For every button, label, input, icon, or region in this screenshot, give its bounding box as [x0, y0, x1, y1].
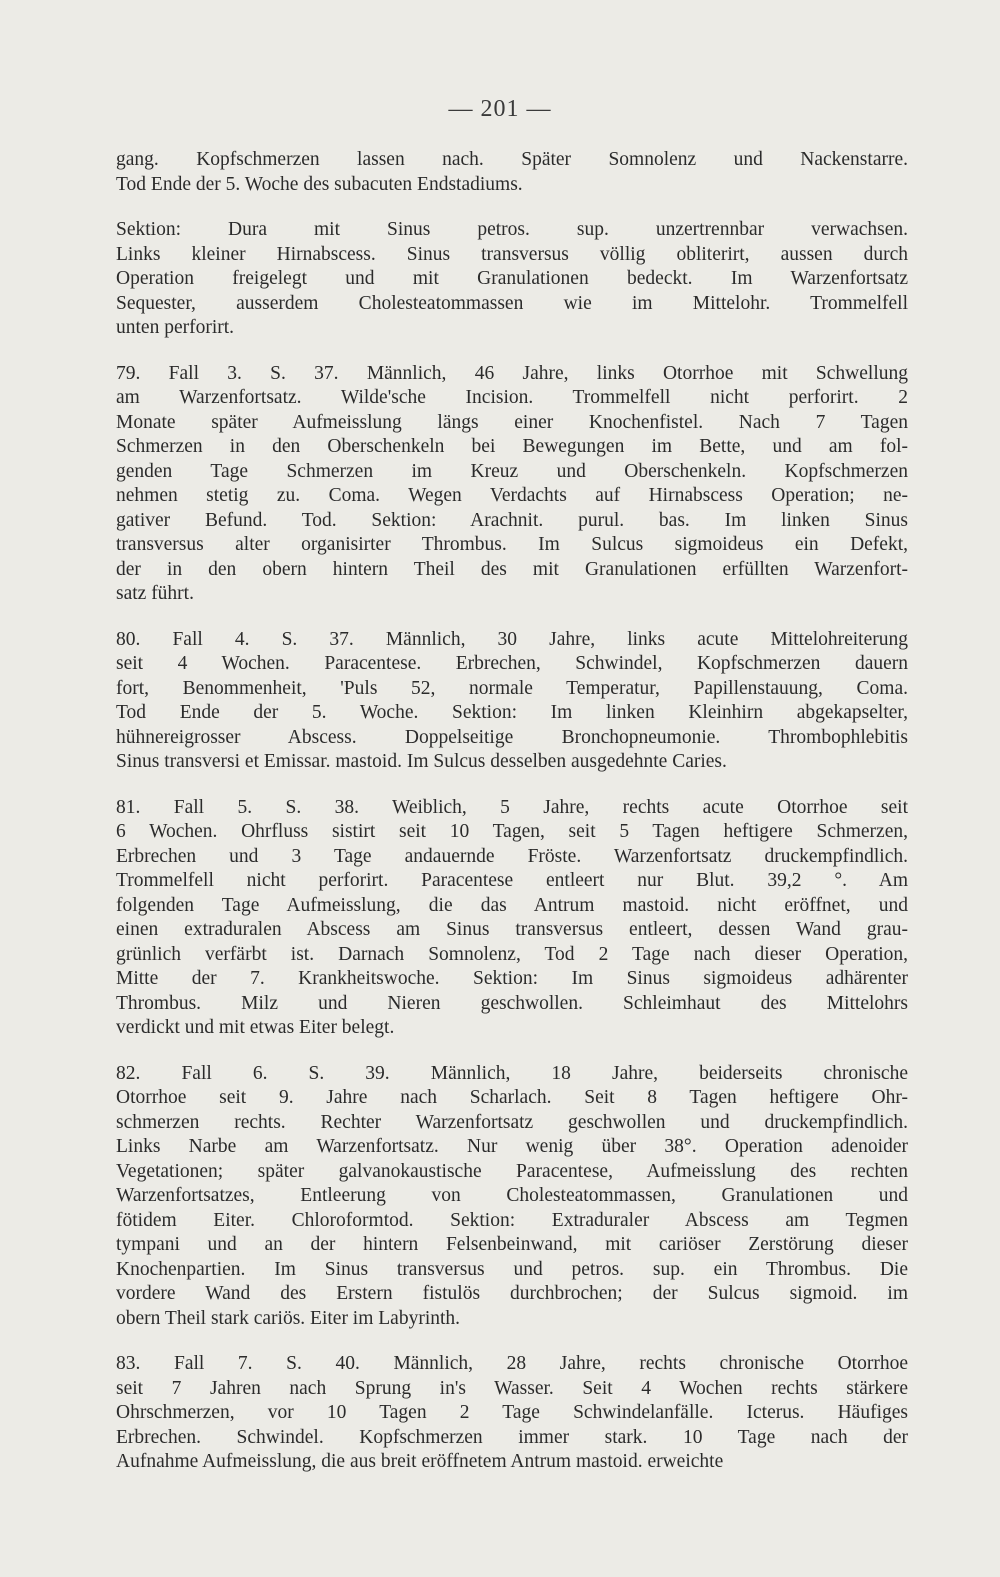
text-line: gativer Befund. Tod. Sektion: Arachnit. purul. bas. Im linken Sinus	[116, 509, 908, 531]
paragraph-gap	[116, 197, 908, 218]
text-line: Operation freigelegt und mit Granulationen bedeckt. Im Warzenfortsatz	[116, 268, 908, 289]
text-line: Sinus transversi et Emissar. mastoid. Im Sulcus desselben ausgedehnte Caries.	[116, 751, 727, 772]
paragraph	[116, 148, 908, 197]
text-line: folgenden Tage Aufmeisslung, die das Antrum mastoid. nicht eröffnet, und	[116, 894, 908, 916]
text-line: transversus alter organisirter Thrombus. Im Sulcus sigmoideus ein Defekt,	[116, 534, 908, 555]
text-line: grünlich verfärbt ist. Darnach Somnolenz, Tod 2 Tage nach dieser Operation,	[116, 943, 908, 965]
text-line: genden Tage Schmerzen im Kreuz und Oberschenkeln. Kopfschmerzen	[116, 460, 908, 482]
paragraph-gap	[116, 341, 908, 362]
paragraph	[116, 1062, 908, 1332]
page-number: — 201 —	[448, 96, 552, 122]
text-line: gang. Kopfschmerzen lassen nach. Später Somnolenz und Nackenstarre.	[116, 149, 908, 170]
text-line: Knochenpartien. Im Sinus transversus und petros. sup. ein Thrombus. Die	[116, 1258, 908, 1280]
paragraph	[116, 796, 908, 1041]
text-line: Sektion: Dura mit Sinus petros. sup. unzertrennbar verwachsen.	[116, 219, 908, 240]
paragraph-gap	[116, 607, 908, 628]
text-line: Erbrechen und 3 Tage andauernde Fröste. Warzenfortsatz druckempfindlich.	[116, 845, 908, 867]
paragraph	[116, 362, 908, 607]
text-line: Warzenfortsatzes, Entleerung von Cholesteatommassen, Granulationen und	[116, 1185, 908, 1206]
text-line: einen extraduralen Abscess am Sinus transversus entleert, dessen Wand grau-	[116, 919, 908, 940]
text-line: 81. Fall 5. S. 38. Weiblich, 5 Jahre, rechts acute Otorrhoe seit	[116, 796, 908, 818]
text-line: Schmerzen in den Oberschenkeln bei Bewegungen im Bette, und am fol-	[116, 436, 908, 457]
paragraph	[116, 628, 908, 775]
paragraph-gap	[116, 1331, 908, 1352]
text-line: obern Theil stark cariös. Eiter im Labyrinth.	[116, 1307, 461, 1329]
text-line: seit 7 Jahren nach Sprung in's Wasser. Seit 4 Wochen rechts stärkere	[116, 1377, 908, 1399]
text-line: Otorrhoe seit 9. Jahre nach Scharlach. Seit 8 Tagen heftigere Ohr-	[116, 1087, 908, 1108]
text-line: nehmen stetig zu. Coma. Wegen Verdachts auf Hirnabscess Operation; ne-	[116, 485, 908, 506]
text-line: Erbrechen. Schwindel. Kopfschmerzen immer stark. 10 Tage nach der	[116, 1426, 908, 1448]
text-line: schmerzen rechts. Rechter Warzenfortsatz geschwollen und druckempfindlich.	[116, 1111, 908, 1133]
text-line: fötidem Eiter. Chloroformtod. Sektion: Extraduraler Abscess am Tegmen	[116, 1209, 908, 1231]
text-line: satz führt.	[116, 583, 194, 604]
text-line: hühnereigrosser Abscess. Doppelseitige Bronchopneumonie. Thrombophlebitis	[116, 726, 908, 748]
text-line: 82. Fall 6. S. 39. Männlich, 18 Jahre, beiderseits chronische	[116, 1062, 908, 1084]
text-line: Thrombus. Milz und Nieren geschwollen. Schleimhaut des Mittelohrs	[116, 992, 908, 1014]
text-line: Aufnahme Aufmeisslung, die aus breit eröffnetem Antrum mastoid. erweichte	[116, 1451, 724, 1472]
paragraph-gap	[116, 775, 908, 796]
text-line: Sequester, ausserdem Cholesteatommassen wie im Mittelohr. Trommelfell	[116, 292, 908, 314]
text-line: Links Narbe am Warzenfortsatz. Nur wenig über 38°. Operation adenoider	[116, 1136, 908, 1157]
text-line: seit 4 Wochen. Paracentese. Erbrechen, Schwindel, Kopfschmerzen dauern	[116, 653, 908, 674]
text-line: unten perforirt.	[116, 317, 235, 338]
text-line: Vegetationen; später galvanokaustische Paracentese, Aufmeisslung des rechten	[116, 1160, 908, 1182]
text-line: 6 Wochen. Ohrfluss sistirt seit 10 Tagen, seit 5 Tagen heftigere Schmerzen,	[116, 821, 908, 842]
text-line: 80. Fall 4. S. 37. Männlich, 30 Jahre, links acute Mittelohreiterung	[116, 628, 908, 650]
paragraph	[116, 1352, 908, 1475]
text-line: Trommelfell nicht perforirt. Paracentese entleert nur Blut. 39,2 °. Am	[116, 870, 908, 891]
text-line: Monate später Aufmeisslung längs einer Knochenfistel. Nach 7 Tagen	[116, 411, 908, 433]
text-line: 83. Fall 7. S. 40. Männlich, 28 Jahre, rechts chronische Otorrhoe	[116, 1353, 908, 1374]
text-line: der in den obern hintern Theil des mit Granulationen erfüllten Warzenfort-	[116, 558, 908, 580]
body-text	[116, 148, 908, 1475]
text-line: Tod Ende der 5. Woche. Sektion: Im linken Kleinhirn abgekapselter,	[116, 702, 908, 723]
text-line: Links kleiner Hirnabscess. Sinus transversus völlig obliterirt, aussen durch	[116, 243, 908, 265]
text-line: Tod Ende der 5. Woche des subacuten Endstadiums.	[116, 173, 523, 195]
paragraph-gap	[116, 1041, 908, 1062]
paragraph	[116, 218, 908, 341]
text-line: am Warzenfortsatz. Wilde'sche Incision. Trommelfell nicht perforirt. 2	[116, 387, 908, 408]
text-line: tympani und an der hintern Felsenbeinwand, mit cariöser Zerstörung dieser	[116, 1234, 908, 1255]
text-line: vordere Wand des Erstern fistulös durchbrochen; der Sulcus sigmoid. im	[116, 1283, 908, 1304]
text-line: verdickt und mit etwas Eiter belegt.	[116, 1017, 395, 1038]
text-line: 79. Fall 3. S. 37. Männlich, 46 Jahre, links Otorrhoe mit Schwellung	[116, 362, 908, 384]
text-line: Ohrschmerzen, vor 10 Tagen 2 Tage Schwindelanfälle. Icterus. Häufiges	[116, 1402, 908, 1423]
text-line: Mitte der 7. Krankheitswoche. Sektion: Im Sinus sigmoideus adhärenter	[116, 968, 908, 989]
text-line: fort, Benommenheit, 'Puls 52, normale Temperatur, Papillenstauung, Coma.	[116, 677, 908, 699]
